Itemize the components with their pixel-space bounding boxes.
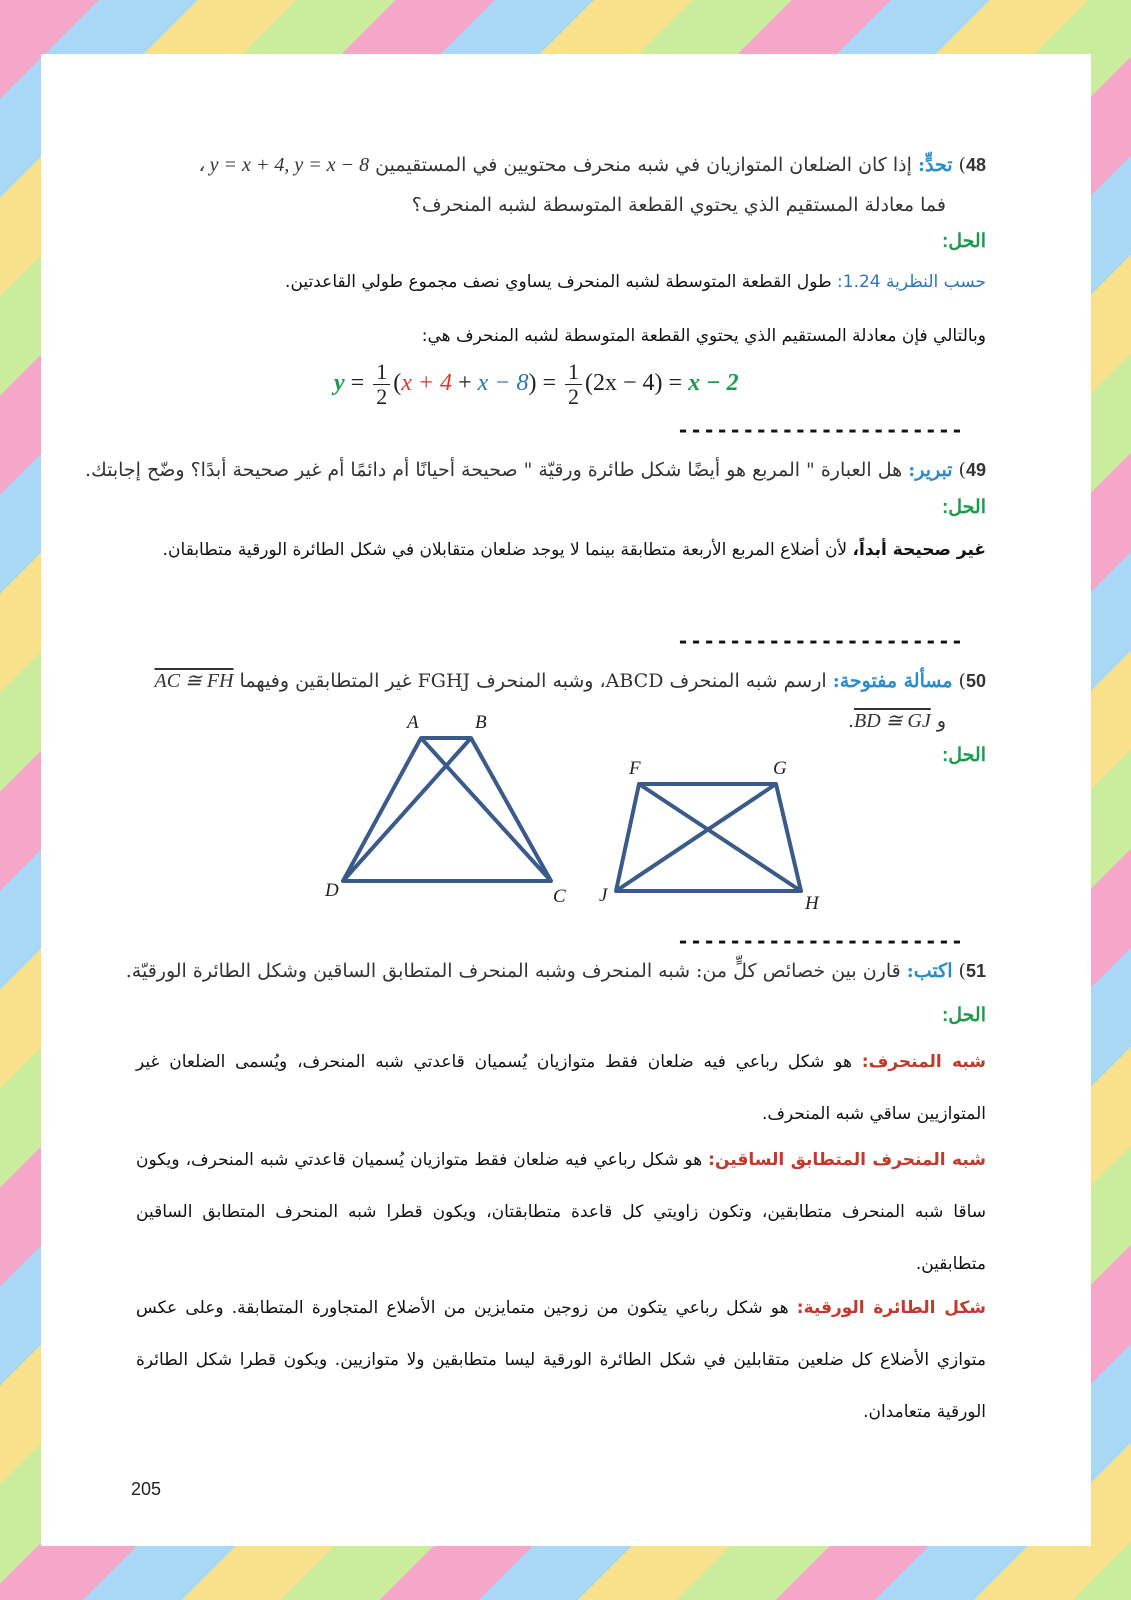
- def-kite-term: شكل الطائرة الورقية:: [796, 1298, 986, 1318]
- q50-line2-math: BD ≅ GJ: [854, 710, 931, 732]
- q51-line: 51) اكتب: قارن بين خصائص كلٍّ من: شبه المنحرف وشبه المنحرف المتطابق الساقين وشكل الطائرة الورقيّة.: [125, 960, 986, 982]
- q48-tag: تحدٍّ:: [917, 154, 953, 176]
- diagonal-gj: [616, 784, 776, 891]
- q48-equation: [334, 360, 739, 409]
- eq-term-1: x + 4: [401, 370, 453, 397]
- q49-number: 49: [965, 460, 986, 480]
- separator-2: ----------------------: [677, 629, 964, 653]
- def-trapezoid-term: شبه المنحرف:: [861, 1052, 986, 1072]
- trapezoid-fghj: [616, 784, 801, 891]
- label-d: D: [325, 880, 339, 901]
- page: [41, 54, 1091, 1546]
- def-kite-text: هو شكل رباعي يتكون من زوجين متمايزين من الأضلاع المتجاورة المتطابقة. وعلى عكس متوازي الأضلاع كل ضلعين متقابلين في شكل الطائرة الورقية ليسا متطابقين ولا متوازيين. ويكون قطرا شكل الطائرة الورقية متعامدان.: [136, 1298, 986, 1422]
- label-j: J: [599, 885, 608, 906]
- q50-line2-end: .: [847, 710, 855, 732]
- q48-line1-text: إذا كان الضلعان المتوازيان في شبه منحرف محتويين في المستقيمين: [375, 154, 912, 176]
- q51-number: 51: [965, 961, 986, 981]
- q50-number: 50: [965, 671, 986, 691]
- diagonal-fh: [639, 784, 801, 891]
- eq-close-paren: ): [528, 370, 537, 397]
- eq-equals-2: =: [542, 370, 557, 397]
- trapezoid-figures: [311, 706, 851, 936]
- eq-plus: +: [458, 370, 472, 397]
- q51-solution-label: الحل:: [941, 1005, 986, 1026]
- q49-question: هل العبارة " المربع هو أيضًا شكل طائرة ورقيّة " صحيحة أحيانًا أم دائمًا أم غير صحيحة أبدًا؟ وضّح إجابتك.: [85, 459, 903, 481]
- trapezoid-abcd-sides: [343, 738, 551, 881]
- q50-line1: 50) مسألة مفتوحة: ارسم شبه المنحرف ABCD، وشبه المنحرف FGHJ غير المتطابقين وفيهما AC ≅ FH: [154, 670, 986, 692]
- eq-fraction-1: $\frac{1}{2}$: [373, 360, 390, 409]
- diagonal-ac: [421, 738, 551, 881]
- page-number: 205: [131, 1479, 162, 1499]
- q48-line1-math: ، y = x + 4, y = x − 8: [198, 154, 370, 176]
- q49-answer: [136, 524, 986, 576]
- eq-equals-1: =: [350, 370, 365, 397]
- q50-line2: [848, 708, 946, 733]
- label-f: F: [629, 758, 641, 779]
- def-trapezoid-text: هو شكل رباعي فيه ضلعان فقط متوازيان يُسميان قاعدتي شبه المنحرف، ويُسمى الضلعان غير المتوازيين ساقي شبه المنحرف.: [136, 1052, 986, 1124]
- eq-fraction-2: $\frac{1}{2}$: [565, 360, 582, 409]
- q50-line2-prefix: و: [936, 710, 946, 732]
- def-trapezoid: [136, 1036, 986, 1140]
- q49-answer-bold: غير صحيحة أبداً،: [852, 540, 986, 560]
- eq-lhs: y: [334, 370, 345, 397]
- q48-solution-label: الحل:: [941, 231, 986, 252]
- q49-solution-label: الحل:: [941, 497, 986, 518]
- q50-line1-math: AC ≅ FH: [154, 670, 234, 692]
- eq-term-2: x − 8: [477, 370, 529, 397]
- q50-tag: مسألة مفتوحة:: [832, 670, 953, 692]
- label-c: C: [553, 886, 566, 907]
- eq-middle: (2x − 4): [585, 370, 663, 397]
- label-a: A: [407, 712, 419, 733]
- label-g: G: [773, 758, 787, 779]
- q50-line1-text: ارسم شبه المنحرف ABCD، وشبه المنحرف FGHJ غير المتطابقين وفيهما: [239, 670, 827, 692]
- q48-line2: فما معادلة المستقيم الذي يحتوي القطعة المتوسطة لشبه المنحرف؟: [411, 194, 946, 216]
- q48-conclusion: وبالتالي فإن معادلة المستقيم الذي يحتوي القطعة المتوسطة لشبه المنحرف هي:: [421, 326, 986, 346]
- q51-question: قارن بين خصائص كلٍّ من: شبه المنحرف وشبه المنحرف المتطابق الساقين وشكل الطائرة الورقيّة.: [125, 960, 901, 982]
- q49-tag: تبرير:: [908, 459, 953, 481]
- def-kite: [136, 1282, 986, 1438]
- q48-line1: 48) تحدٍّ: إذا كان الضلعان المتوازيان في شبه منحرف محتويين في المستقيمين ، y = x + 4, y = x − 8: [198, 154, 986, 176]
- eq-equals-3: =: [668, 370, 683, 397]
- theorem-ref: حسب النظرية 1.24:: [837, 272, 986, 292]
- def-isosceles-text: هو شكل رباعي فيه ضلعان فقط متوازيان يُسميان قاعدتي شبه المنحرف، ويكون ساقا شبه المنحرف متطابقين، وتكون زاويتي كل قاعدة متطابقتان، ويكون قطرا شبه المنحرف المتطابق الساقين متطابقين.: [136, 1150, 986, 1274]
- q49-line: 49) تبرير: هل العبارة " المربع هو أيضًا شكل طائرة ورقيّة " صحيحة أحيانًا أم دائمًا أم غير صحيحة أبدًا؟ وضّح إجابتك.: [85, 459, 986, 481]
- eq-open-paren: (: [393, 370, 402, 397]
- separator-3: ----------------------: [677, 929, 964, 953]
- q49-answer-text: لأن أضلاع المربع الأربعة متطابقة بينما لا يوجد ضلعان متقابلان في شكل الطائرة الورقية متطابقان.: [162, 540, 848, 560]
- theorem-text: طول القطعة المتوسطة لشبه المنحرف يساوي نصف مجموع طولي القاعدتين.: [285, 272, 832, 292]
- q51-tag: اكتب:: [906, 960, 953, 982]
- label-h: H: [805, 893, 819, 914]
- q48-theorem: [285, 272, 986, 292]
- def-isosceles-term: شبه المنحرف المتطابق الساقين:: [708, 1150, 987, 1170]
- q50-solution-label: الحل:: [941, 745, 986, 766]
- separator-1: ----------------------: [677, 418, 964, 442]
- eq-result: x − 2: [688, 370, 739, 397]
- diagonal-bd: [343, 738, 471, 881]
- def-isosceles-trapezoid: [136, 1134, 986, 1290]
- trapezoid-abcd: [343, 738, 551, 881]
- label-b: B: [475, 712, 487, 733]
- q48-number: 48: [965, 155, 986, 175]
